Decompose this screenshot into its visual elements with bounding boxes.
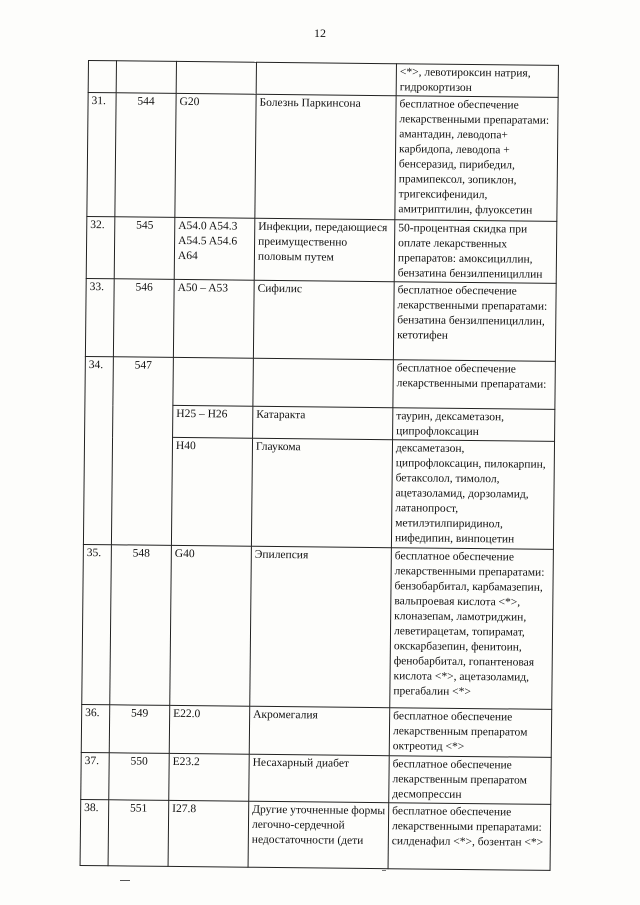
row-code: 551 — [108, 800, 169, 867]
row-icd: G40 — [170, 545, 252, 706]
scan-mark — [120, 880, 130, 881]
row-number: 36. — [81, 704, 110, 752]
row-disease: Катаракта — [253, 406, 393, 439]
row-code: 548 — [110, 545, 172, 706]
table-row — [80, 799, 551, 870]
row-number: 37. — [81, 752, 109, 799]
row-number: 32. — [86, 216, 115, 278]
row-description: бесплатное обеспечение лекарственными препаратами: — [393, 360, 555, 410]
row-code: 544 — [115, 93, 176, 218]
table-row — [86, 216, 557, 283]
row-code: 547 — [111, 357, 173, 546]
row-code: 545 — [114, 217, 175, 280]
table-row — [87, 93, 558, 222]
row-disease: Другие уточненные формы легочно-сердечной недостаточности (дети — [248, 801, 389, 868]
scan-mark — [382, 870, 386, 871]
table-row — [85, 356, 555, 409]
row-disease — [256, 62, 396, 95]
row-disease: Несахарный диабет — [249, 754, 389, 802]
row-description: бесплатное обеспечение лекарственными препаратами: бензобарбитал, карбамазепин, вальпроевая кислота <*>, клоназепам, ламотриджин, леветирацетам, топирамат, окскарбазепин, фенитоин, фенобарбитал, гопантеновая кислота <*>, ацетазоламид, прегабалин <*> — [390, 548, 554, 710]
row-icd: I27.8 — [168, 800, 249, 867]
row-number — [88, 61, 116, 93]
row-number: 35. — [82, 544, 112, 704]
row-icd: A54.0 A54.3 A54.5 A54.6 A64 — [174, 217, 255, 280]
row-number: 34. — [83, 356, 113, 544]
row-disease — [253, 358, 393, 407]
row-disease: Акромегалия — [249, 706, 389, 755]
row-disease: Болезнь Паркинсона — [255, 94, 396, 219]
row-icd: A50 – A53 — [173, 279, 254, 358]
row-number: 33. — [85, 278, 114, 356]
row-description: бесплатное обеспечение лекарственными препаратами: амантадин, леводопа+ карбидопа, леводопа + бенсеразид, пирибедил, прамипексол, зопиклон, тригексифенидил, амитриптилин, флуоксетин — [395, 96, 558, 222]
table-row — [88, 61, 558, 98]
row-description: 50-процентная скидка при оплате лекарственных препаратов: амоксициллин, бензатина бензилпенициллин — [394, 220, 557, 284]
row-code: 549 — [109, 705, 169, 754]
row-code: 546 — [113, 279, 174, 358]
benefits-table — [80, 60, 559, 871]
row-icd: E22.0 — [169, 705, 249, 754]
row-disease: Сифилис — [253, 280, 394, 359]
row-disease: Эпилепсия — [250, 546, 392, 707]
row-description: бесплатное обеспечение лекарственным препаратом октреотид <*> — [389, 708, 551, 758]
row-description: дексаметазон, ципрофлоксацин, пилокарпин, бетаксолол, тимолол, ацетазоламид, дорзоламид, латанопрост, метилэтилпиридинол, нифедипин, винпоцетин — [391, 440, 554, 550]
row-description: таурин, дексаметазон, ципрофлоксацин — [393, 408, 555, 442]
table-row — [85, 278, 556, 361]
row-icd: G20 — [175, 93, 256, 218]
row-icd: H25 – H26 — [173, 405, 253, 438]
row-icd — [173, 357, 253, 406]
row-icd: H40 — [171, 437, 252, 546]
row-description: бесплатное обеспечение лекарственным препаратом десмопрессин — [389, 756, 551, 805]
row-disease: Глаукома — [251, 438, 392, 547]
table-row — [82, 544, 554, 709]
table-row — [81, 752, 551, 804]
row-disease: Инфекции, передающиеся преимущественно половым путем — [254, 218, 395, 281]
row-description: <*>, левотироксин натрия, гидрокортизон — [396, 64, 558, 98]
page-number: 12 — [314, 26, 326, 40]
row-number: 31. — [87, 93, 116, 217]
row-code: 550 — [109, 753, 169, 801]
row-number: 38. — [80, 799, 109, 865]
row-icd — [176, 61, 256, 94]
table-row — [81, 704, 551, 757]
row-code — [116, 61, 176, 94]
row-description: бесплатное обеспечение лекарственными препаратами: силденафил <*>, бозентан <*> — [388, 803, 551, 871]
row-description: бесплатное обеспечение лекарственными препаратами: бензатина бензилпенициллин, кетотифен — [393, 282, 556, 362]
row-icd: E23.2 — [169, 753, 249, 801]
